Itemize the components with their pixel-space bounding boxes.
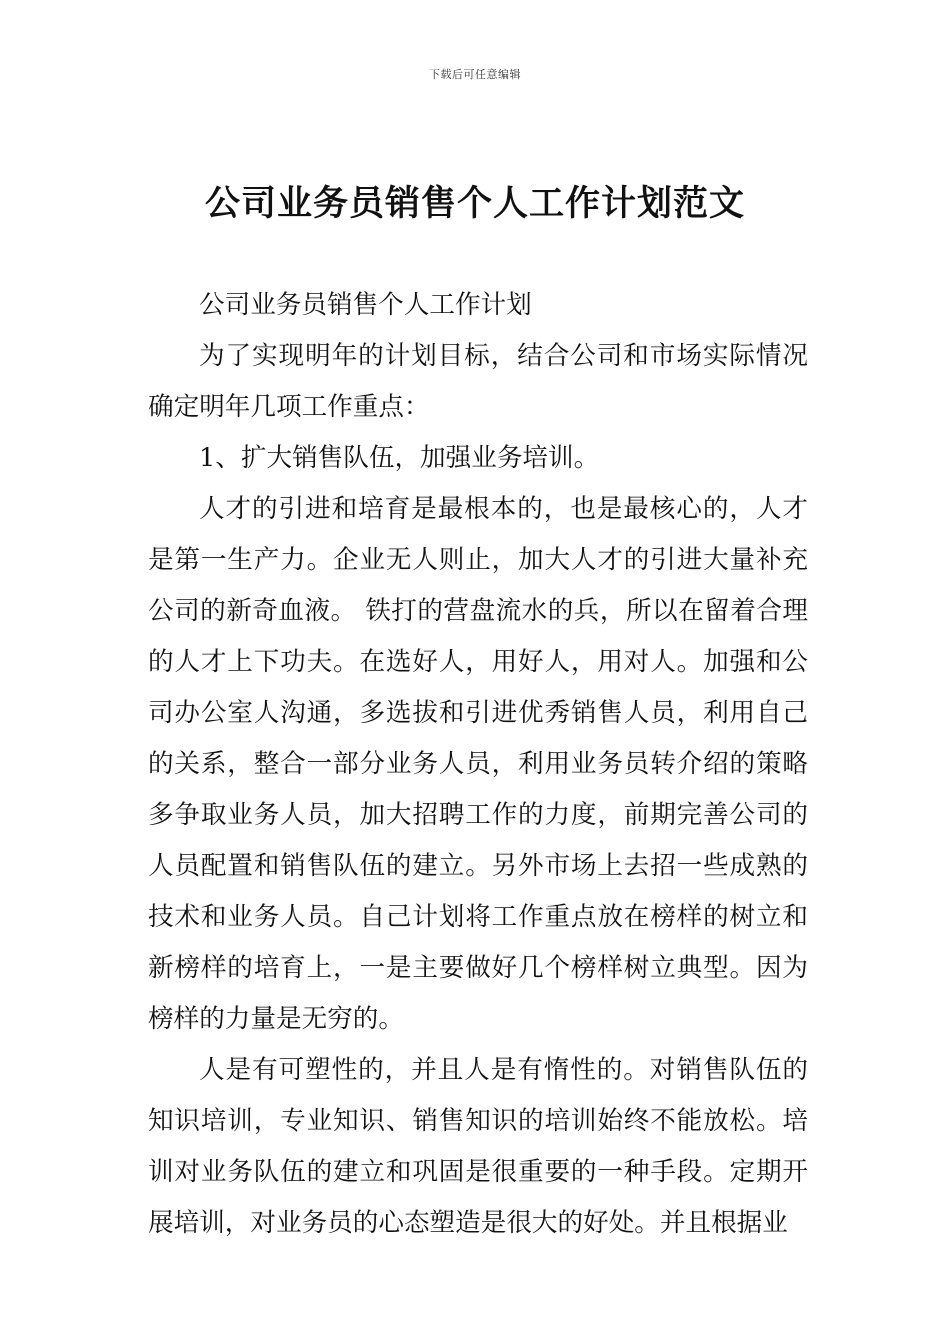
document-body: [148, 280, 808, 1249]
paragraph-training: 人是有可塑性的，并且人是有惰性的。对销售队伍的知识培训，专业知识、销售知识的培训始终不能放松。培训对业务队伍的建立和巩固是很重要的一种手段。定期开展培训，对业务员的心态塑造是很大的好处。并且根据业: [148, 1055, 808, 1238]
page-header-note: 下载后可任意编辑: [429, 68, 521, 81]
paragraph-intro: 为了实现明年的计划目标，结合公司和市场实际情况确定明年几项工作重点：: [148, 341, 808, 422]
paragraph-subtitle: 公司业务员销售个人工作计划: [199, 290, 532, 320]
document-title: 公司业务员销售个人工作计划范文: [204, 184, 745, 224]
paragraph-heading-1: 1、扩大销售队伍，加强业务培训。: [199, 443, 600, 473]
paragraph-talent: 人才的引进和培育是最根本的，也是最核心的，人才是第一生产力。企业无人则止，加大人才的引进大量补充公司的新奇血液。 铁打的营盘流水的兵，所以在留着合理的人才上下功夫。在选好人，用好人，用对人。加强和公司办公室人沟通，多选拔和引进优秀销售人员，利用自己的关系，整合一部分业务人员，利用业务员转介绍的策略多争取业务人员，加大招聘工作的力度，前期完善公司的人员配置和销售队伍的建立。另外市场上去招一些成熟的技术和业务人员。自己计划将工作重点放在榜样的树立和新榜样的培育上，一是主要做好几个榜样树立典型。因为榜样的力量是无穷的。: [148, 494, 808, 1034]
